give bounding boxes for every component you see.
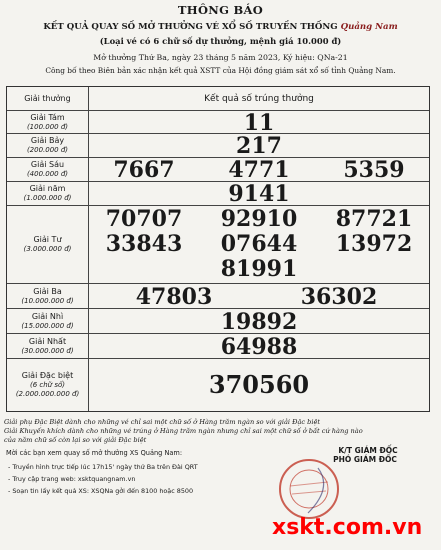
signature-title: K/T GIÁM ĐỐC: [338, 446, 398, 455]
prize-cell: [7, 334, 89, 358]
table-row: [7, 158, 429, 182]
prize-cell: [7, 206, 89, 283]
prize-name: Giải Bảy: [30, 136, 65, 145]
table-row: [7, 206, 429, 284]
table-row: [7, 334, 429, 359]
announce-text: Công bố theo Biên bản xác nhận kết quả XSTT của Hội đồng giám sát xổ số tỉnh Quảng Nam.: [45, 66, 396, 75]
prize-cell: [7, 284, 89, 308]
ticket-info: (Loại vé có 6 chữ số dự thưởng, mệnh giá 10.000 đ): [99, 36, 342, 46]
winning-number: 7667: [113, 157, 175, 183]
header-prize-label: Giải thưởng: [24, 93, 71, 103]
prize-cell: [7, 309, 89, 333]
table-row: [7, 134, 429, 158]
prize-name: Giải Sáu: [30, 160, 65, 169]
company-stamp-icon: [278, 458, 340, 520]
winning-number: 47803: [135, 284, 213, 310]
prize-name: Giải Nhì: [31, 311, 64, 321]
prize-name: Giải Đặc biệt: [21, 371, 74, 380]
winning-number: 92910: [220, 206, 298, 232]
table-row-special: [7, 359, 429, 411]
winning-number: 07644: [220, 231, 298, 257]
prize-value: (1.000.000 đ): [23, 194, 72, 202]
winning-number: 81991: [220, 256, 298, 282]
winning-number: 64988: [220, 334, 298, 360]
numbers-cell: [89, 359, 429, 411]
note-line: Giải Khuyến khích dành cho những vé trúng ở Hàng trăm ngàn nhưng chỉ sai một chữ số ở bất cứ hàng nào: [4, 427, 363, 435]
table-row: [7, 111, 429, 134]
results-table: [6, 86, 430, 412]
header-result-cell: [89, 87, 429, 110]
note-line: Giải phụ Đặc Biệt dành cho những vé chỉ sai một chữ số ở Hàng trăm ngàn so với giải Đặc biệt: [4, 418, 321, 426]
table-header-row: [7, 87, 429, 111]
list-item: - Soạn tin lấy kết quả XS: XSQNa gởi đến 8100 hoặc 8500: [8, 487, 194, 495]
prize-value: (3.000.000 đ): [23, 245, 72, 253]
winning-number: 70707: [105, 206, 183, 232]
winning-number: 11: [243, 110, 275, 136]
prize-cell: [7, 134, 89, 157]
list-item: - Truyền hình trực tiếp lúc 17h15' ngày thứ Ba trên Đài QRT: [8, 463, 198, 471]
header-result-label: Kết quả số trúng thưởng: [204, 94, 314, 104]
info-list: [8, 461, 198, 497]
numbers-cell: [89, 284, 429, 308]
winning-number: 5359: [343, 157, 405, 183]
prize-name: Giải năm: [29, 184, 66, 193]
numbers-cell: [89, 158, 429, 181]
notes: [4, 418, 363, 445]
notice-title: THÔNG BÁO: [177, 3, 264, 17]
winning-number: 87721: [335, 206, 413, 232]
invite-text: Mời các bạn xem quay số mở thưởng XS Quảng Nam:: [6, 449, 183, 457]
brand-watermark: xskt.com.vn: [272, 515, 423, 540]
prize-value: (200.000 đ): [26, 146, 69, 154]
header-prize-cell: [7, 87, 89, 110]
signature-subtitle: PHÓ GIÁM ĐỐC: [333, 455, 397, 464]
numbers-cell: [89, 309, 429, 333]
draw-info: Mở thưởng Thứ Ba, ngày 23 tháng 5 năm 2023, Ký hiệu: QNa-21: [93, 53, 348, 62]
province-name: Quảng Nam: [340, 22, 398, 32]
prize-value: (30.000.000 đ): [21, 346, 74, 355]
note-line: của năm chữ số còn lại so với giải Đặc biệt: [4, 436, 147, 444]
winning-number: 13972: [335, 231, 413, 257]
prize-value: (100.000 đ): [26, 122, 69, 131]
prize-cell: [7, 111, 89, 133]
numbers-cell: [89, 182, 429, 205]
prize-cell: [7, 158, 89, 181]
prize-name: Giải Nhất: [28, 336, 67, 346]
notice-subtitle: [0, 22, 441, 32]
numbers-cell: [89, 110, 429, 136]
prize-name: Giải Tư: [33, 235, 62, 244]
special-winning-number: 370560: [208, 370, 310, 399]
prize-name: Giải Ba: [33, 286, 62, 296]
winning-number: 36302: [300, 284, 378, 310]
prize-value: (6 chữ số): [29, 381, 66, 389]
winning-number: 19892: [220, 309, 298, 335]
prize-value: (10.000.000 đ): [21, 296, 74, 305]
numbers-cell: [89, 206, 429, 283]
prize-name: Giải Tám: [30, 112, 65, 122]
table-row: [7, 309, 429, 334]
winning-number: 217: [236, 133, 282, 159]
winning-number: 33843: [105, 231, 183, 257]
list-item: - Truy cập trang web: xsktquangnam.vn: [8, 475, 136, 483]
winning-number: 9141: [228, 181, 290, 207]
prize-value: (400.000 đ): [26, 170, 69, 178]
table-row: [7, 284, 429, 309]
prize-value-amount: (2.000.000.000 đ): [15, 390, 80, 398]
prize-cell: [7, 359, 89, 411]
prize-value: (15.000.000 đ): [21, 321, 74, 330]
numbers-cell: [89, 134, 429, 157]
numbers-cell: [89, 334, 429, 358]
subtitle-prefix: KẾT QUẢ QUAY SỐ MỞ THƯỞNG VÉ XỔ SỐ TRUYỀN THỐNG: [43, 22, 338, 32]
table-row: [7, 182, 429, 206]
winning-number: 4771: [228, 157, 290, 183]
prize-cell: [7, 182, 89, 205]
